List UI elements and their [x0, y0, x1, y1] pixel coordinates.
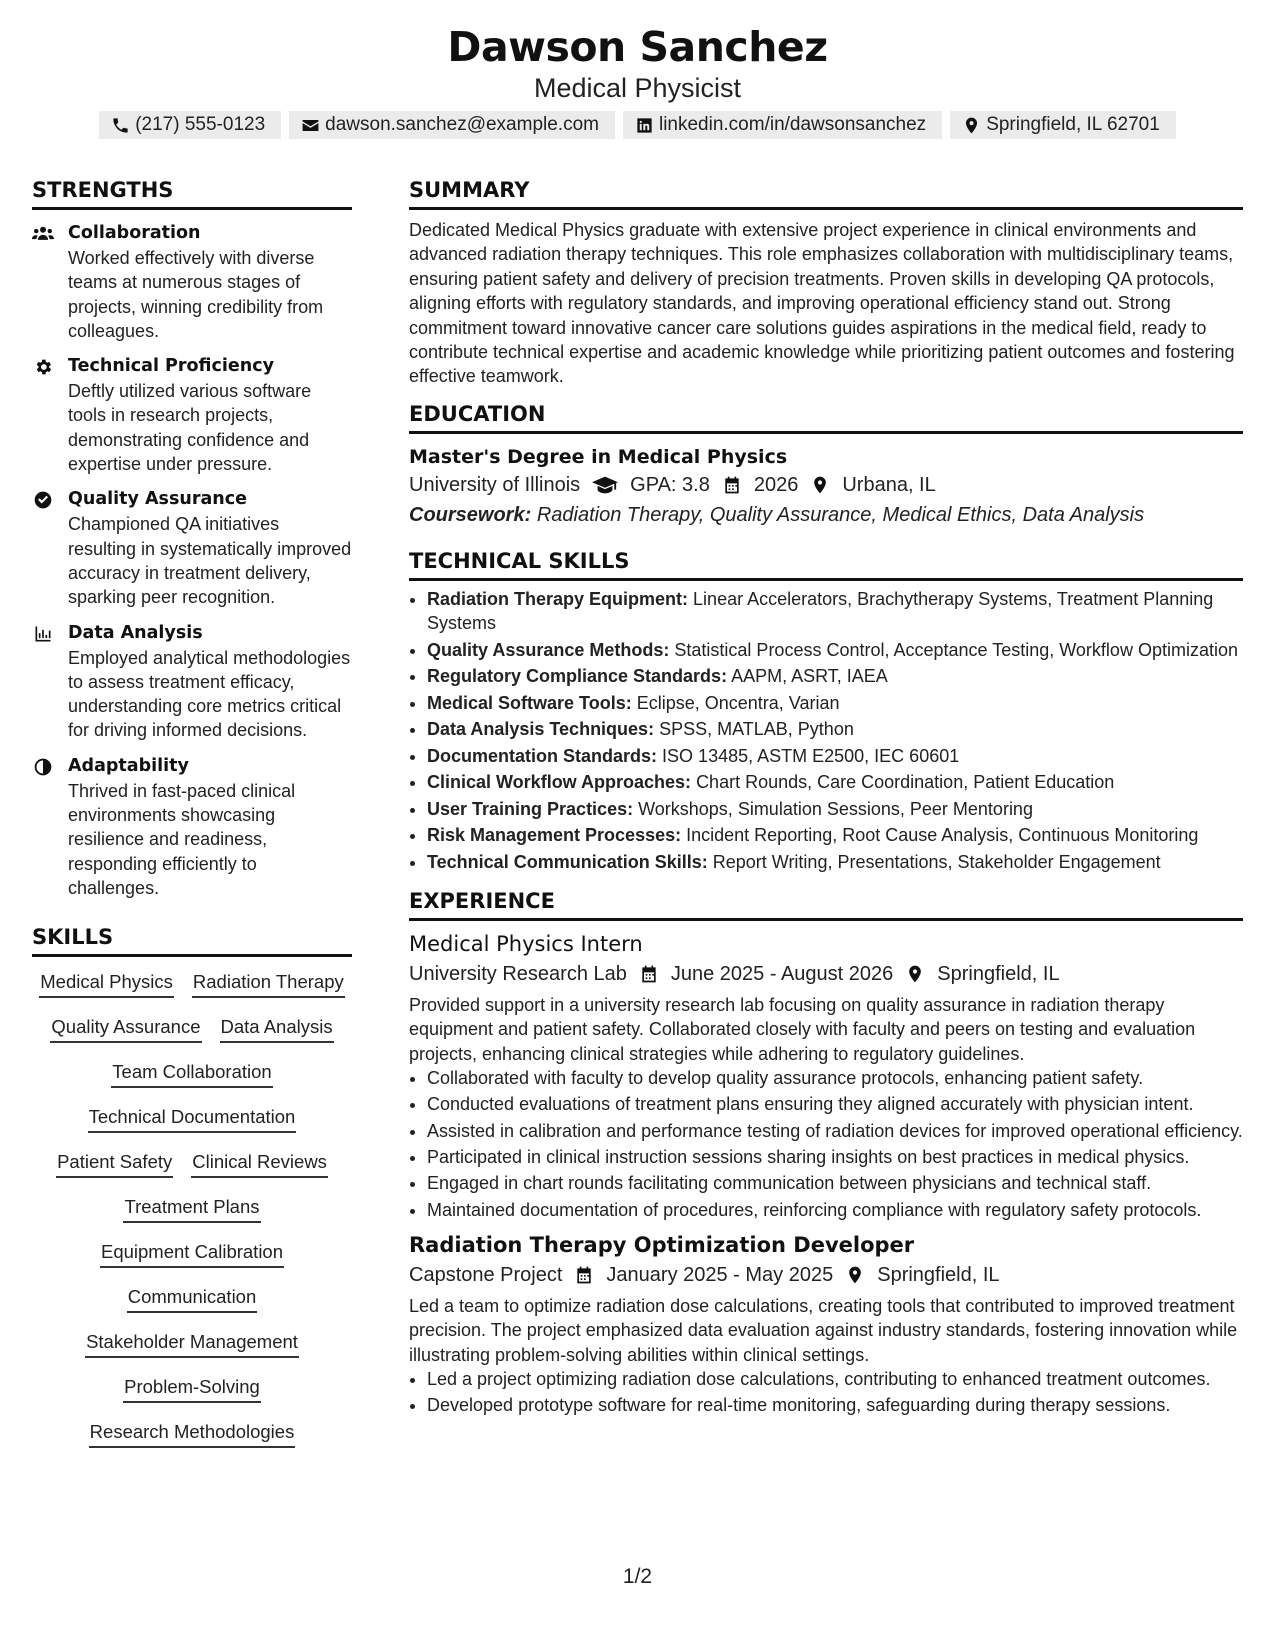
- map-pin-icon: [845, 1265, 865, 1285]
- tech-skill-value: Linear Accelerators, Brachytherapy Systems, Treatment Planning Systems: [427, 588, 1214, 634]
- contact-email[interactable]: [289, 111, 615, 139]
- tech-skill-value: Statistical Process Control, Acceptance Testing, Workflow Optimization: [674, 639, 1238, 660]
- job-description: Led a team to optimize radiation dose calculations, creating tools that contributed to improved treatment precision. The project emphasized data evaluation against industry standards, fostering innovation while illustrating problem-solving abilities within clinical settings.: [409, 1295, 1238, 1365]
- technical-skills-heading: TECHNICAL SKILLS: [409, 548, 1243, 581]
- education-meta: [409, 470, 1243, 500]
- tech-skill-label: Radiation Therapy Equipment:: [427, 588, 689, 609]
- tech-skill-label: Regulatory Compliance Standards:: [427, 666, 728, 687]
- summary-text: Dedicated Medical Physics graduate with extensive project experience in clinical environments and advanced radiation therapy techniques. This role emphasizes collaboration with multidisciplinary teams, ensuring patient safety and delivery of precision treatments. Proven skills in developing QA protocols, aligning efforts with regulatory standards, and improving operational efficiency stand out. Strong commitment toward innovative cancer care solutions guides aspirations in the medical field, ready to contribute technical expertise and academic knowledge while prioritizing patient outcomes and fostering effective teamwork.: [409, 220, 1235, 387]
- list-item: [427, 717, 1243, 741]
- gear-icon: [32, 357, 54, 377]
- tech-skill-label: Documentation Standards:: [427, 745, 658, 766]
- coursework-label: Coursework:: [409, 503, 532, 526]
- strength-title: Collaboration: [68, 223, 201, 243]
- strength-title: Quality Assurance: [68, 489, 247, 510]
- job-title: Radiation Therapy Optimization Developer: [409, 1232, 915, 1257]
- chart-bar-icon: [32, 624, 54, 644]
- job-meta: [409, 959, 1243, 989]
- calendar-icon: [722, 475, 742, 495]
- skills-list: [32, 969, 352, 1464]
- tech-skill-value: Workshops, Simulation Sessions, Peer Mentoring: [638, 798, 1033, 819]
- half-circle-icon: [32, 757, 54, 777]
- tech-skill-label: Clinical Workflow Approaches:: [427, 772, 692, 793]
- right-column: [409, 177, 1243, 1420]
- skill-tag: Medical Physics: [39, 969, 174, 998]
- contact-bar: [0, 111, 1275, 139]
- strength-desc: Employed analytical methodologies to assess treatment efficacy, understanding core metrics critical for driving informed decisions.: [68, 647, 351, 741]
- calendar-icon: [574, 1265, 594, 1285]
- school-location: Urbana, IL: [842, 473, 936, 496]
- list-item: • Participated in clinical instruction sessions sharing insights on best practices in medical physics.: [427, 1145, 1243, 1169]
- list-item: • Maintained documentation of procedures, reinforcing compliance with regulatory safety protocols.: [427, 1198, 1243, 1222]
- tech-skill-label: Quality Assurance Methods:: [427, 639, 670, 660]
- job-meta: [409, 1260, 1243, 1290]
- list-item: [427, 850, 1243, 874]
- contact-phone[interactable]: [99, 111, 281, 139]
- strength-desc: Championed QA initiatives resulting in systematically improved accuracy in treatment delivery, sparking peer recognition.: [68, 514, 352, 608]
- list-item: [427, 770, 1243, 794]
- list-item: [427, 691, 1243, 715]
- strength-item: [32, 753, 352, 900]
- tech-skill-label: Technical Communication Skills:: [427, 851, 708, 872]
- envelope-icon: [301, 116, 320, 135]
- contact-email-text: dawson.sanchez@example.com: [325, 114, 599, 135]
- list-item: • Conducted evaluations of treatment plans ensuring they aligned accurately with physician intent.: [427, 1092, 1243, 1116]
- job-bullets: [409, 1066, 1243, 1222]
- job-location: Springfield, IL: [877, 1263, 1000, 1286]
- list-item: [427, 823, 1243, 847]
- job-dates: January 2025 - May 2025: [606, 1263, 834, 1286]
- job-bullets: [409, 1367, 1243, 1418]
- skill-tag: Stakeholder Management: [85, 1329, 299, 1358]
- skill-tag: Communication: [127, 1284, 258, 1313]
- gpa: GPA: 3.8: [630, 473, 710, 496]
- graduation-cap-icon: [592, 475, 618, 495]
- job-org: Capstone Project: [409, 1263, 563, 1286]
- skill-tag: Clinical Reviews: [191, 1149, 328, 1178]
- list-item: [427, 638, 1243, 662]
- map-pin-icon: [905, 964, 925, 984]
- contact-linkedin[interactable]: [623, 111, 942, 139]
- strength-title: Data Analysis: [68, 622, 203, 643]
- coursework-list: Radiation Therapy, Quality Assurance, Medical Ethics, Data Analysis: [536, 503, 1145, 526]
- tech-skill-value: ISO 13485, ASTM E2500, IEC 60601: [662, 745, 960, 766]
- skill-tag: Research Methodologies: [89, 1419, 296, 1448]
- skills-heading: SKILLS: [32, 924, 352, 957]
- job-title: Medical Physics Intern: [409, 931, 643, 956]
- users-icon: [32, 224, 54, 244]
- coursework: [409, 500, 1243, 530]
- school-name: University of Illinois: [409, 473, 581, 496]
- skill-tag: Radiation Therapy: [192, 969, 345, 998]
- skill-tag: Problem-Solving: [123, 1374, 261, 1403]
- candidate-name: Dawson Sanchez: [447, 23, 828, 71]
- left-column: [32, 177, 352, 1464]
- list-item: [427, 744, 1243, 768]
- job-description: Provided support in a university research lab focusing on quality assurance in radiation therapy equipment and patient safety. Collaborated closely with faculty and peers on testing and evaluation projects, enhancing clinical strategies while adhering to regulatory guidelines.: [409, 994, 1196, 1064]
- strength-title: Adaptability: [68, 755, 189, 776]
- technical-skills-list: [409, 587, 1243, 874]
- contact-location: [950, 111, 1176, 139]
- contact-location-text: Springfield, IL 62701: [986, 114, 1160, 135]
- strength-item: [32, 486, 352, 609]
- experience-heading: EXPERIENCE: [409, 888, 1243, 921]
- skill-tag: Treatment Plans: [123, 1194, 260, 1223]
- job-dates: June 2025 - August 2026: [670, 962, 894, 985]
- skill-tag: Data Analysis: [220, 1014, 334, 1043]
- strength-title: Technical Proficiency: [68, 356, 274, 377]
- contact-phone-text: (217) 555-0123: [135, 114, 266, 135]
- page-number: 1/2: [622, 1565, 653, 1588]
- linkedin-icon: [635, 116, 654, 135]
- skill-tag: Patient Safety: [56, 1149, 173, 1178]
- list-item: • Developed prototype software for real-time monitoring, safeguarding during therapy sessions.: [427, 1393, 1243, 1417]
- check-circle-icon: [32, 490, 54, 510]
- strength-item: [32, 353, 352, 476]
- tech-skill-value: SPSS, MATLAB, Python: [659, 719, 854, 740]
- list-item: • Collaborated with faculty to develop quality assurance protocols, enhancing patient safety.: [427, 1066, 1243, 1090]
- strength-item: [32, 620, 352, 743]
- strength-desc: Worked effectively with diverse teams at numerous stages of projects, winning credibility from colleagues.: [68, 248, 324, 341]
- list-item: • Led a project optimizing radiation dose calculations, contributing to enhanced treatment outcomes.: [427, 1367, 1243, 1391]
- map-pin-icon: [810, 475, 830, 495]
- map-pin-icon: [962, 116, 981, 135]
- list-item: [427, 797, 1243, 821]
- tech-skill-label: Data Analysis Techniques:: [427, 719, 655, 740]
- tech-skill-value: Eclipse, Oncentra, Varian: [636, 692, 840, 713]
- calendar-icon: [639, 964, 659, 984]
- tech-skill-value: Report Writing, Presentations, Stakeholder Engagement: [712, 851, 1161, 872]
- skill-tag: Technical Documentation: [88, 1104, 297, 1133]
- degree-title: Master's Degree in Medical Physics: [409, 445, 788, 468]
- graduation-year: 2026: [753, 473, 799, 496]
- tech-skill-value: Incident Reporting, Root Cause Analysis, Continuous Monitoring: [686, 825, 1199, 846]
- tech-skill-value: AAPM, ASRT, IAEA: [731, 666, 888, 687]
- resume-header: [0, 0, 1275, 139]
- phone-icon: [111, 116, 130, 135]
- strength-item: [32, 220, 352, 343]
- job-location: Springfield, IL: [937, 962, 1060, 985]
- tech-skill-label: User Training Practices:: [427, 798, 634, 819]
- list-item: • Assisted in calibration and performance testing of radiation devices for improved operational efficiency.: [427, 1119, 1243, 1143]
- strength-desc: Thrived in fast-paced clinical environments showcasing resilience and readiness, responding efficiently to challenges.: [68, 780, 296, 898]
- tech-skill-value: Chart Rounds, Care Coordination, Patient Education: [696, 772, 1115, 793]
- summary-heading: SUMMARY: [409, 177, 1243, 210]
- strengths-heading: STRENGTHS: [32, 177, 352, 210]
- skill-tag: Quality Assurance: [50, 1014, 201, 1043]
- skill-tag: Equipment Calibration: [100, 1239, 284, 1268]
- list-item: [427, 587, 1243, 636]
- education-heading: EDUCATION: [409, 401, 1243, 434]
- candidate-title: Medical Physicist: [533, 73, 742, 103]
- job-org: University Research Lab: [409, 962, 627, 985]
- tech-skill-label: Risk Management Processes:: [427, 825, 682, 846]
- tech-skill-label: Medical Software Tools:: [427, 692, 632, 713]
- strength-desc: Deftly utilized various software tools in research projects, demonstrating confidence and expertise under pressure.: [68, 381, 312, 475]
- list-item: [427, 664, 1243, 688]
- contact-linkedin-text: linkedin.com/in/dawsonsanchez: [658, 114, 927, 135]
- skill-tag: Team Collaboration: [111, 1059, 272, 1088]
- list-item: • Engaged in chart rounds facilitating communication between physicians and technical staff.: [427, 1171, 1243, 1195]
